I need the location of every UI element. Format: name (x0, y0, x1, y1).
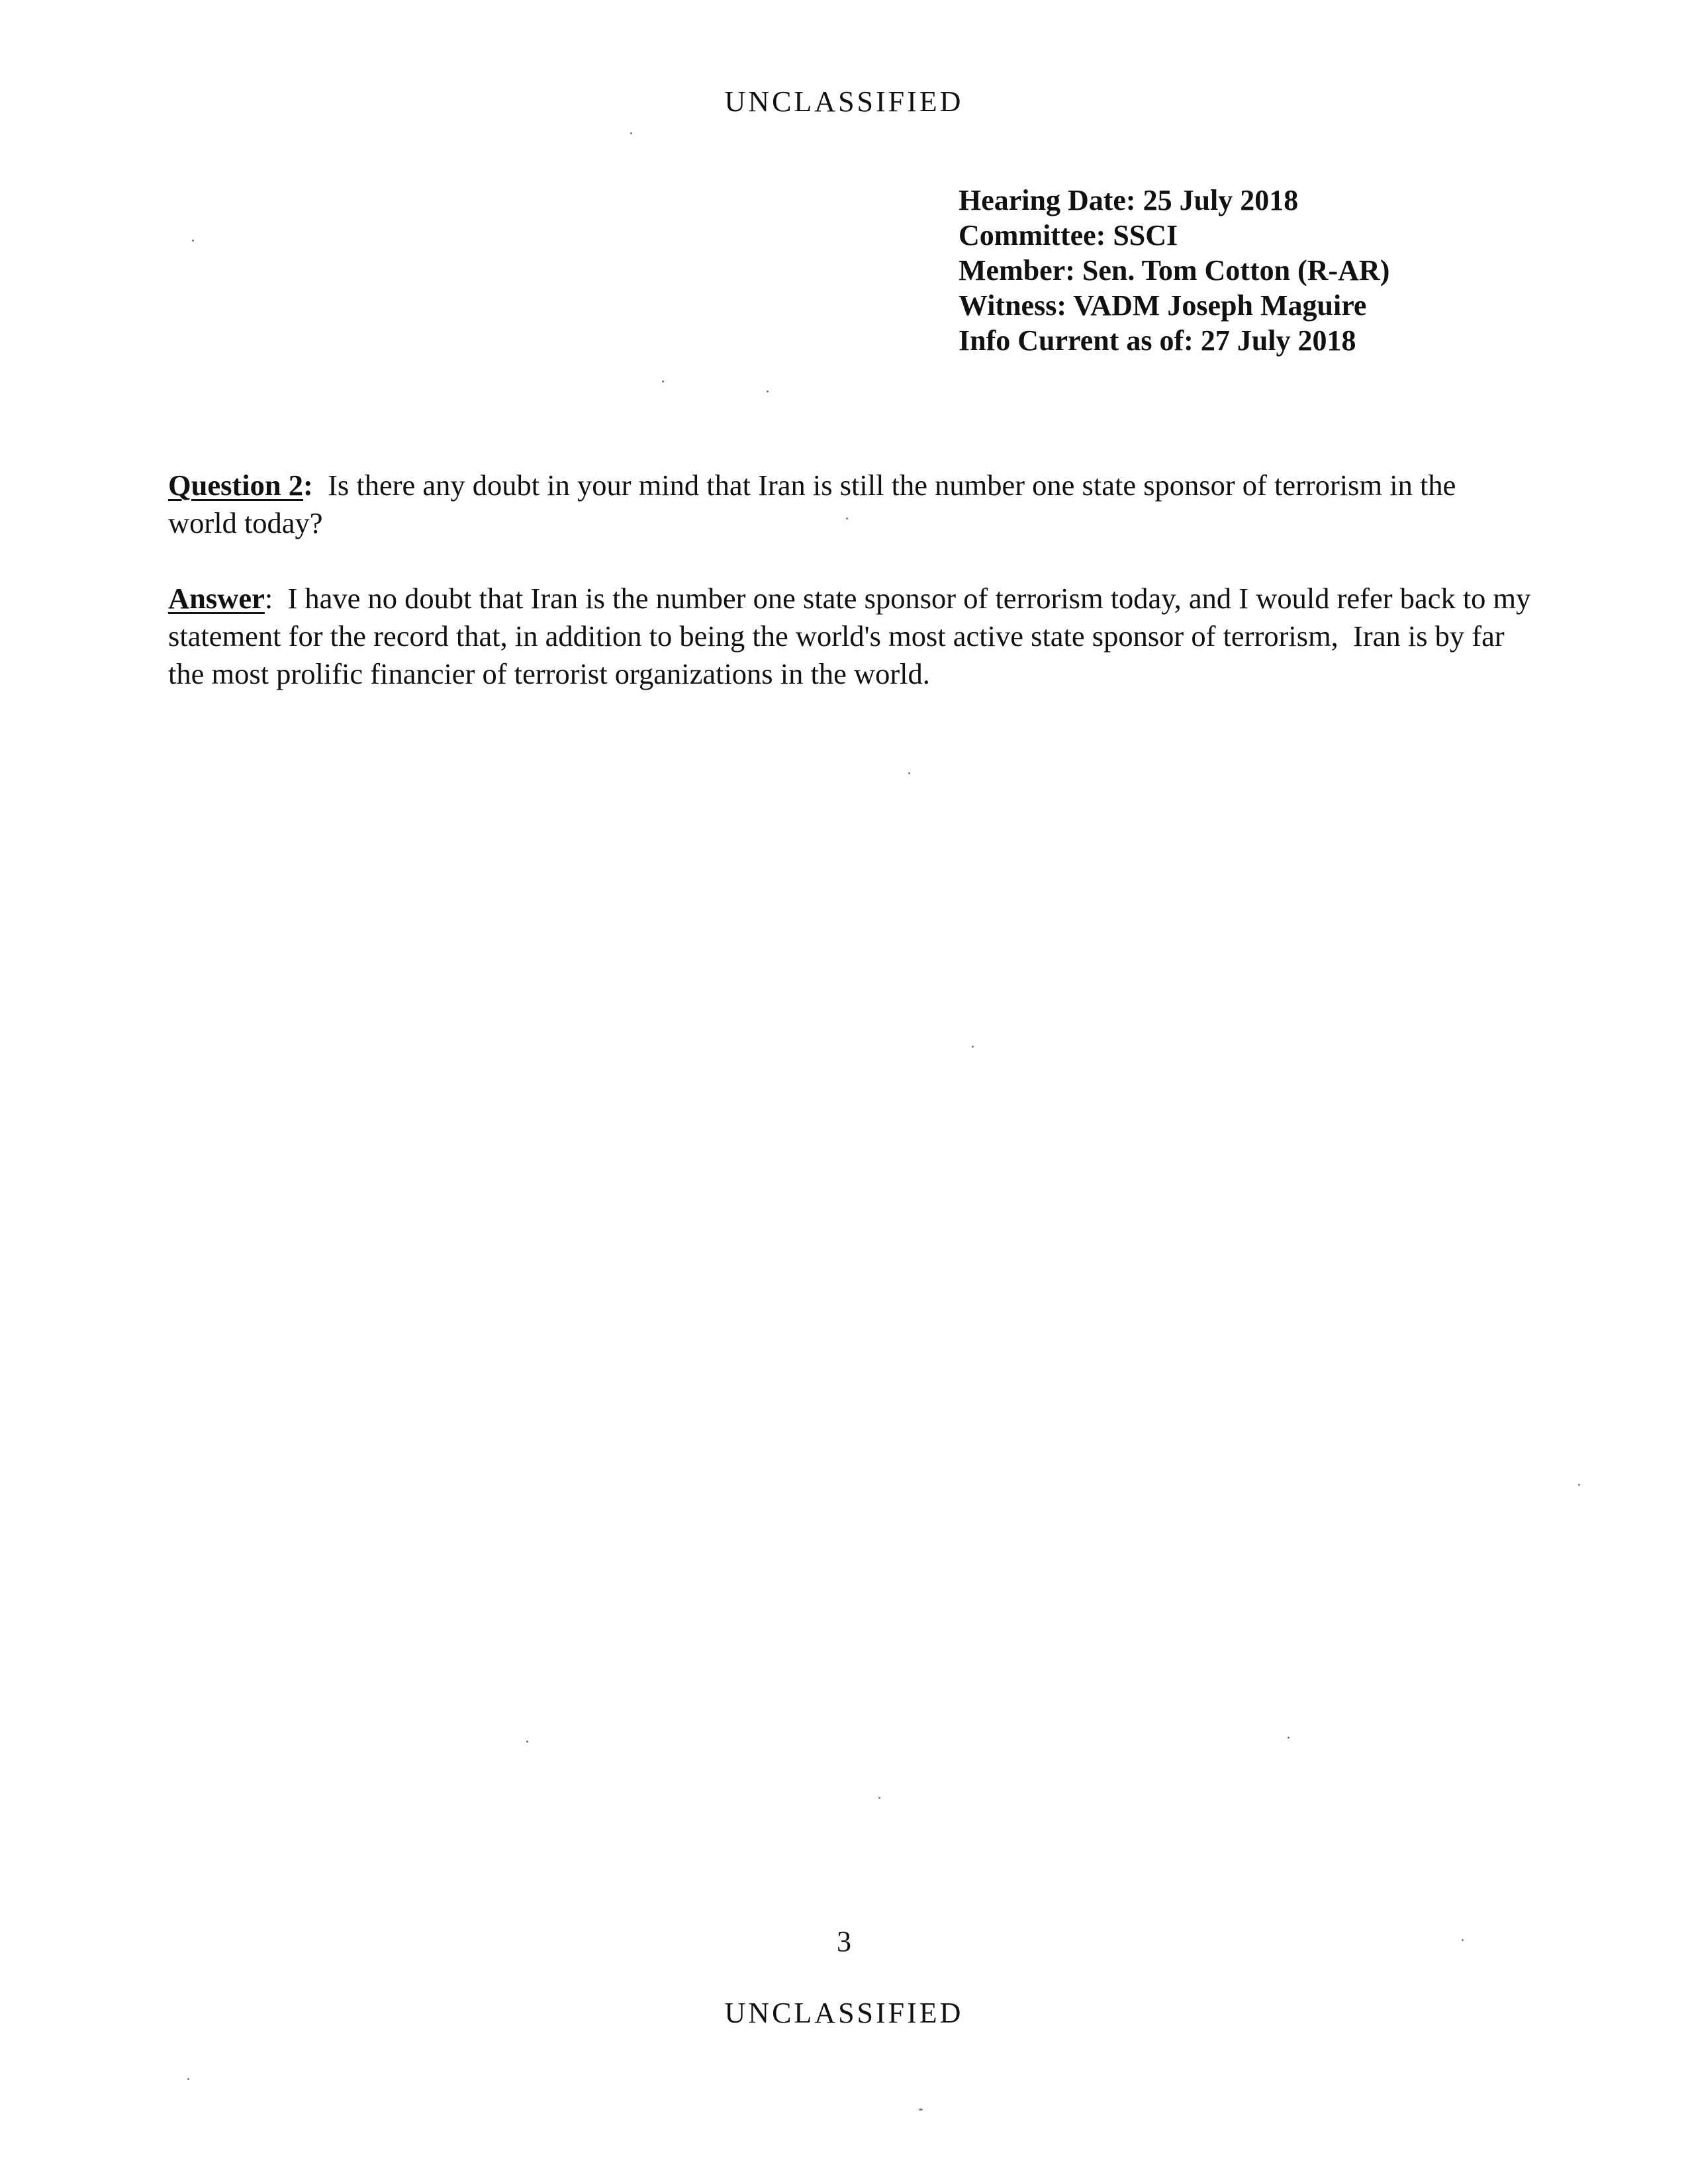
scan-speck (1578, 1484, 1580, 1486)
witness: Witness: VADM Joseph Maguire (959, 289, 1367, 322)
scan-speck (767, 390, 769, 392)
member: Member: Sen. Tom Cotton (R-AR) (959, 254, 1390, 287)
question-label: Question 2 (168, 469, 303, 502)
scan-speck (630, 132, 632, 134)
scan-speck (908, 772, 910, 774)
answer-paragraph (168, 580, 1538, 693)
classification-footer: UNCLASSIFIED (724, 1997, 964, 2029)
scan-speck (919, 2109, 923, 2111)
scan-speck (878, 1797, 880, 1799)
scan-speck (192, 240, 194, 242)
scan-speck (1462, 1939, 1464, 1941)
scan-speck (187, 2078, 189, 2080)
classification-header: UNCLASSIFIED (724, 85, 964, 118)
scan-speck (846, 518, 848, 520)
scan-speck (972, 1046, 974, 1048)
scan-speck (526, 1741, 528, 1743)
question-text: Is there any doubt in your mind that Iran is still the number one state sponsor of terrorism in the world today? (168, 469, 1464, 539)
hearing-metadata (959, 183, 1389, 358)
question-paragraph (168, 467, 1532, 542)
committee: Committee: SSCI (959, 219, 1178, 251)
hearing-date: Hearing Date: 25 July 2018 (959, 184, 1299, 216)
answer-separator: : (264, 582, 273, 615)
question-separator: : (303, 469, 313, 502)
answer-label: Answer (168, 582, 265, 615)
scan-speck (1288, 1737, 1289, 1739)
answer-text: I have no doubt that Iran is the number one state sponsor of terrorism today, and I would refer back to my statement for the record that, in addition to being the world's most active state sponsor of terrorism, Iran is by far the most prolific financier of terrorist organizations in the world. (168, 582, 1538, 690)
info-current-date: Info Current as of: 27 July 2018 (959, 324, 1356, 357)
scan-speck (662, 381, 664, 383)
page-number: 3 (837, 1925, 851, 1958)
